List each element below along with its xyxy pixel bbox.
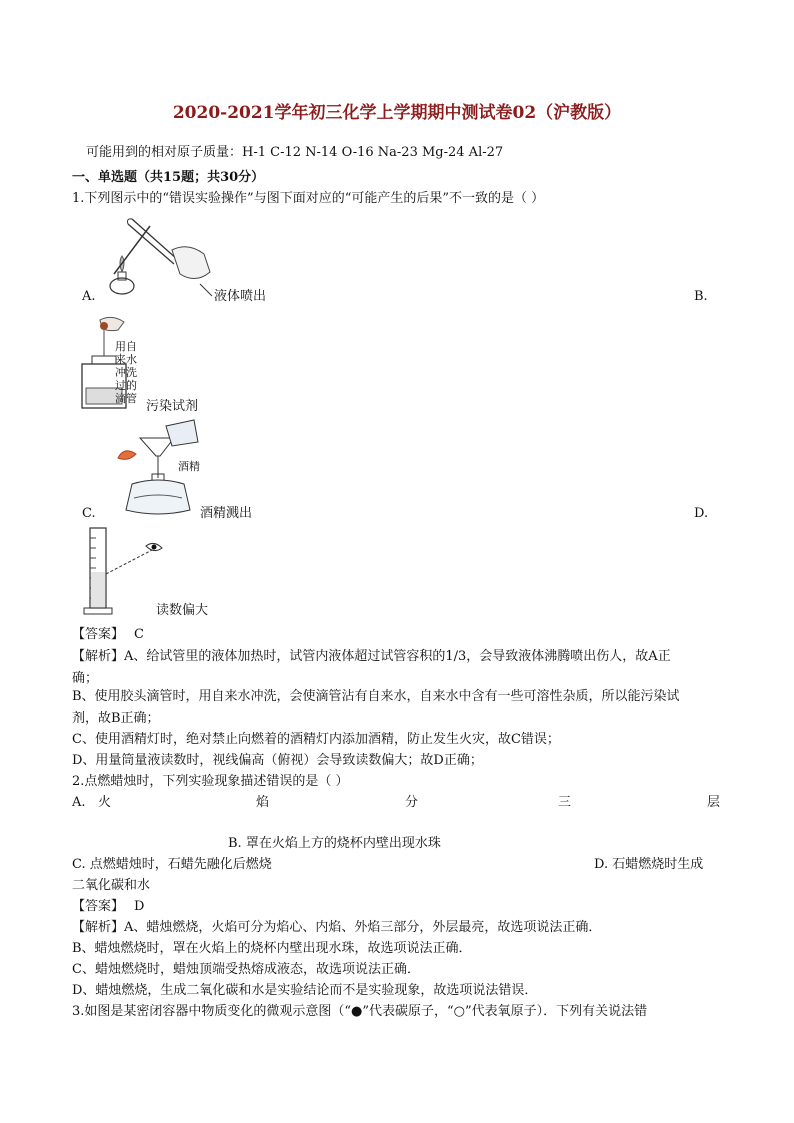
q1-option-b-caption: 污染试剂 bbox=[146, 399, 199, 414]
q1-analysis-line: 剂，故B正确； bbox=[72, 711, 160, 726]
q2-analysis-line: D、蜡烛燃烧，生成二氧化碳和水是实验结论而不是实验现象，故选项说法错误． bbox=[72, 983, 538, 998]
atomic-masses-line: 可能用到的相对原子质量：H-1 C-12 N-14 O-16 Na-23 Mg-24 Al-27 bbox=[86, 145, 504, 160]
q2-option-d: D. 石蜡燃烧时生成 bbox=[594, 857, 704, 872]
q1-option-d-caption: 读数偏大 bbox=[156, 603, 209, 618]
figure-b-label-line: 过的 bbox=[115, 379, 137, 392]
q1-analysis-line: 确； bbox=[72, 671, 99, 686]
q1-option-c-caption: 酒精溅出 bbox=[200, 506, 253, 521]
q1-analysis-line: C、使用酒精灯时，绝对禁止向燃着的酒精灯内添加酒精，防止发生火灾，故C错误； bbox=[72, 732, 560, 747]
q2-option-c: C. 点燃蜡烛时，石蜡先融化后燃烧 bbox=[72, 857, 272, 872]
figure-b-label-line: 冲洗 bbox=[115, 366, 137, 379]
q2-option-a-char: 三 bbox=[558, 795, 572, 810]
q1-option-d-letter: D. bbox=[694, 506, 709, 521]
q1-answer-value: C bbox=[134, 627, 144, 642]
section-heading: 一、单选题（共15题；共30分） bbox=[72, 170, 265, 185]
q2-option-a-char: 分 bbox=[405, 795, 419, 810]
figure-c-inner-label: 酒精 bbox=[178, 460, 200, 473]
q2-option-a-char: 焰 bbox=[256, 795, 270, 810]
q2-answer-value: D bbox=[134, 899, 145, 914]
figure-a-test-tube-heating bbox=[100, 214, 220, 304]
figure-b-label-line: 来水 bbox=[115, 353, 137, 366]
q2-stem: 2.点燃蜡烛时，下列实验现象描述错误的是（ ） bbox=[72, 774, 349, 789]
figure-b-inner-label bbox=[115, 340, 143, 405]
q1-answer-label: 【答案】 bbox=[72, 627, 125, 642]
figure-b-label-line: 用自 bbox=[115, 340, 137, 353]
q2-option-b: B. 罩在火焰上方的烧杯内壁出现水珠 bbox=[228, 836, 441, 851]
q1-stem: 1.下列图示中的“错误实验操作”与图下面对应的“可能产生的后果”不一致的是（ ） bbox=[72, 191, 545, 206]
q3-stem: 3.如图是某密闭容器中物质变化的微观示意图（“●”代表碳原子，“○”代表氧原子）．下列有关说法错 bbox=[72, 1004, 648, 1019]
q1-option-c-letter: C. bbox=[82, 506, 96, 521]
q2-answer-label: 【答案】 bbox=[72, 899, 125, 914]
q2-analysis-line: C、蜡烛燃烧时，蜡烛顶端受热熔成液态，故选项说法正确． bbox=[72, 962, 420, 977]
q2-option-a-char: 火 bbox=[98, 795, 112, 810]
page-title: 2020-2021学年初三化学上学期期中测试卷02（沪教版） bbox=[172, 103, 622, 123]
q2-analysis-line: 【解析】A、蜡烛燃烧，火焰可分为焰心、内焰、外焰三部分，外层最亮，故选项说法正确． bbox=[72, 920, 602, 935]
q1-option-b-letter: B. bbox=[694, 289, 708, 304]
q1-analysis-line: B、使用胶头滴管时，用自来水冲洗，会使滴管沾有自来水，自来水中含有一些可溶性杂质，所以能污染试 bbox=[72, 689, 680, 704]
q2-option-a-letter: A. bbox=[72, 795, 86, 810]
q2-option-d-cont: 二氧化碳和水 bbox=[72, 878, 151, 893]
q2-option-a-char: 层 bbox=[707, 795, 721, 810]
q1-analysis-line: 【解析】A、给试管里的液体加热时，试管内液体超过试管容积的1/3，会导致液体沸腾喷出伤人，故A正 bbox=[72, 649, 671, 664]
q2-analysis-line: B、蜡烛燃烧时，罩在火焰上的烧杯内壁出现水珠，故选项说法正确． bbox=[72, 941, 472, 956]
q1-option-a-letter: A. bbox=[82, 289, 96, 304]
figure-b-label-line: 滴管 bbox=[115, 392, 137, 405]
q1-option-a-caption: 液体喷出 bbox=[214, 289, 267, 304]
q1-analysis-line: D、用量筒量液读数时，视线偏高（俯视）会导致读数偏大；故D正确； bbox=[72, 753, 483, 768]
